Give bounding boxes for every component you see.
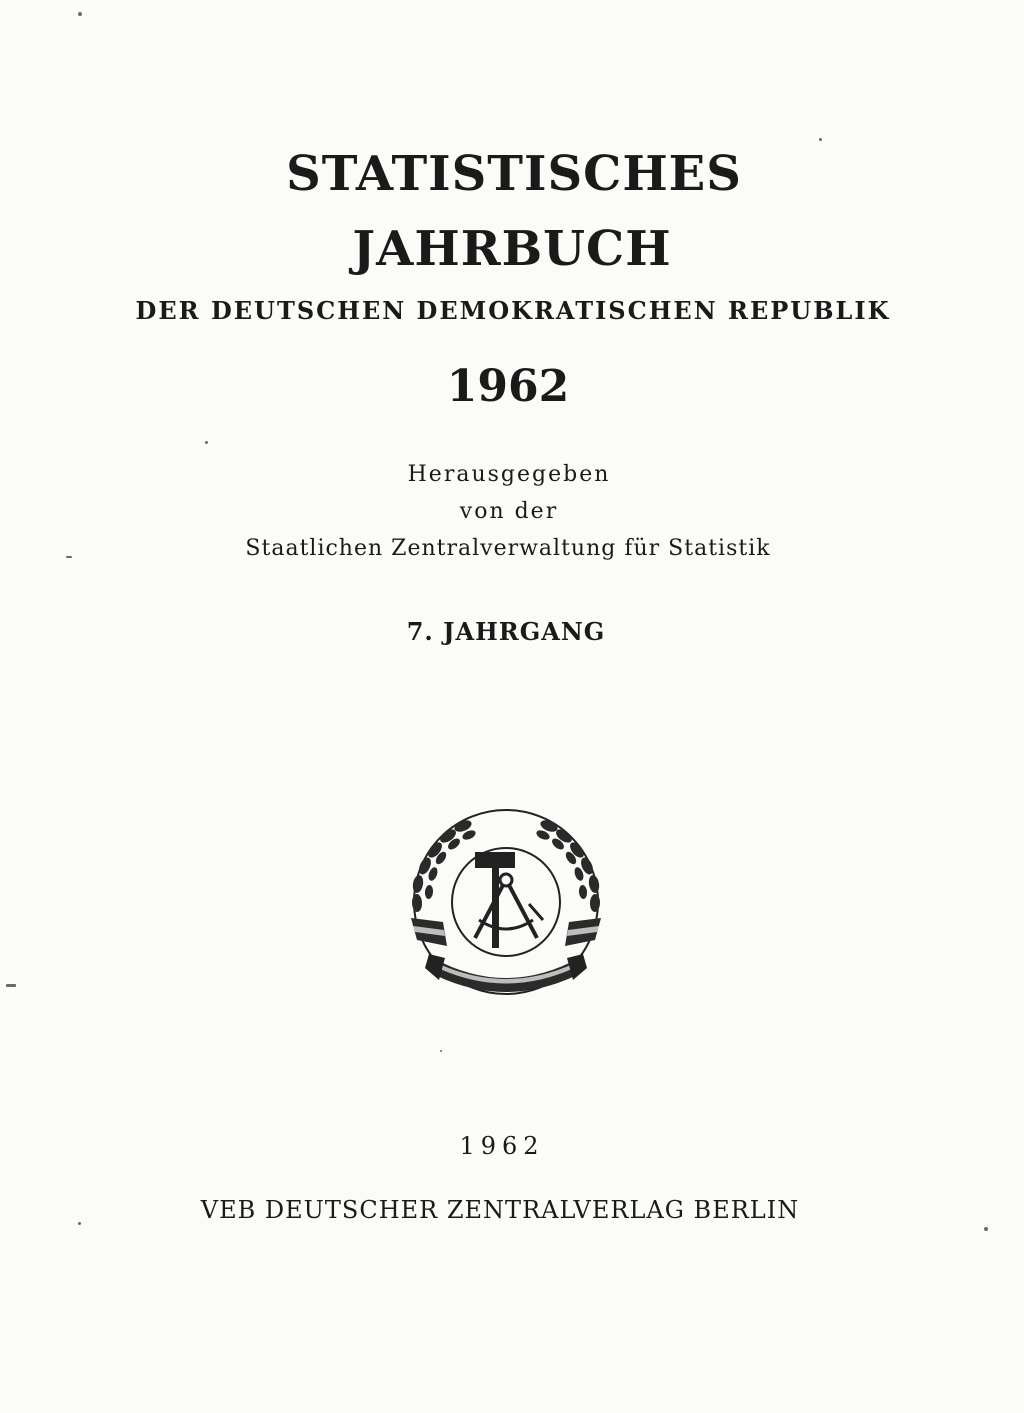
title-line-2: JAHRBUCH [352,221,672,277]
title-year: 1962 [446,361,570,412]
scan-speck [78,1222,81,1225]
edition-label: 7. JAHRGANG [406,617,606,646]
scan-speck [984,1227,988,1231]
imprint-publisher: VEB DEUTSCHER ZENTRALVERLAG BERLIN [200,1196,800,1224]
title-line-1: STATISTISCHES [286,146,742,202]
imprint-year: 1962 [459,1132,545,1160]
scan-speck [66,556,72,558]
ddr-state-emblem-icon [403,808,609,1000]
scan-speck [819,138,822,141]
scan-speck [6,984,16,987]
editor-line-3: Staatlichen Zentralverwaltung für Statistik [245,536,771,561]
editor-line-1: Herausgegeben [407,462,611,487]
scan-speck [440,1050,442,1052]
scan-speck [205,441,208,444]
editor-line-2: von der [459,499,559,524]
title-subtitle: DER DEUTSCHEN DEMOKRATISCHEN REPUBLIK [135,296,891,325]
scan-speck [78,12,82,16]
